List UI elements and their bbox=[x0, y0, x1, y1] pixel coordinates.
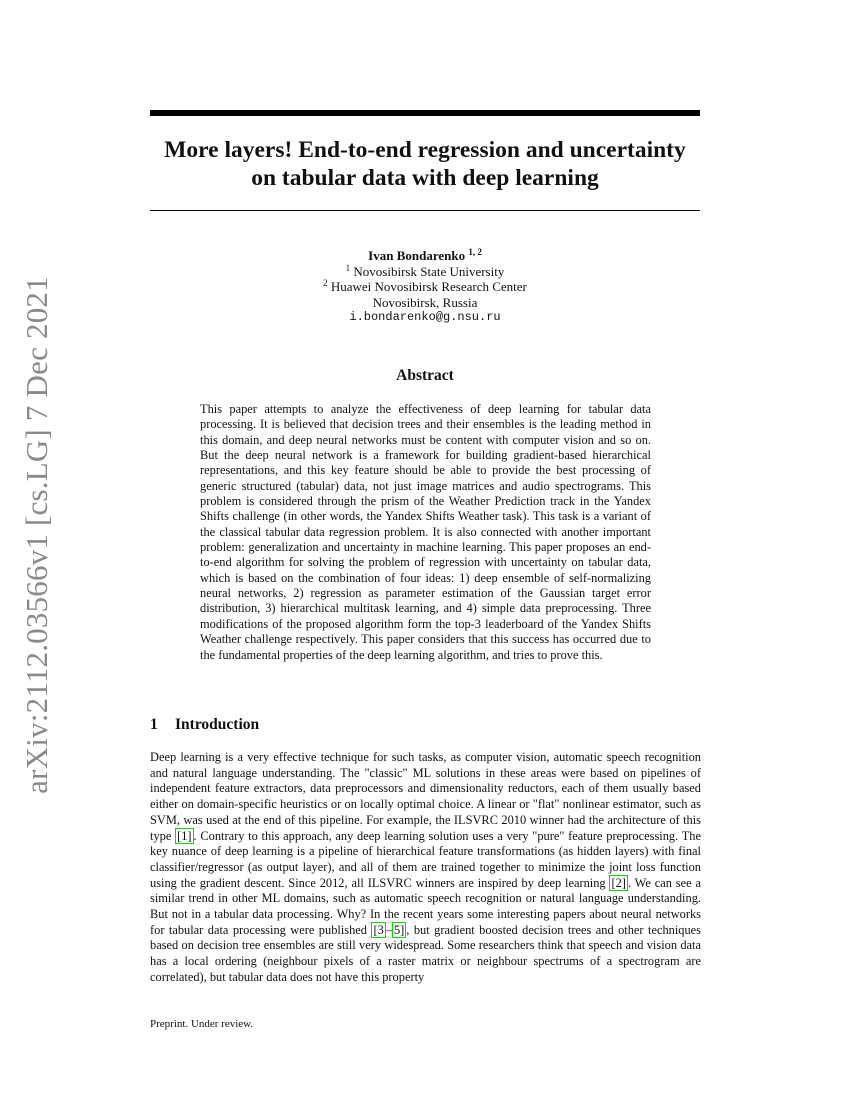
title-bottom-rule bbox=[150, 210, 700, 211]
affiliation-1-mark: 1 bbox=[345, 262, 351, 273]
citation-link-2[interactable]: [2] bbox=[611, 875, 626, 890]
author-affiliation-marks: 1, 2 bbox=[468, 247, 482, 257]
paper-title-line-2: on tabular data with deep learning bbox=[251, 165, 599, 191]
author-block bbox=[150, 248, 700, 326]
title-top-rule bbox=[150, 110, 700, 116]
paper-title bbox=[150, 136, 700, 192]
citation-link-1[interactable]: [1] bbox=[177, 828, 192, 843]
author-line bbox=[150, 248, 700, 264]
arxiv-identifier-text: arXiv:2112.03566v1 [cs.LG] 7 Dec 2021 bbox=[19, 276, 54, 794]
intro-text-part-1: Deep learning is a very effective technique for such tasks, as computer vision, automatic speech recognition and natural language understanding. The "classic" ML solutions in these areas were based on pipelines of independent feature extractors, data preprocessors and dimensionality reductors, each of them usually based either on domain-specific heuristics or on locally optimal choice. A linear or "flat" nonlinear estimator, such as SVM, was used at the end of this pipeline. For example, the ILSVRC 2010 winner had the architecture of this type bbox=[150, 750, 701, 843]
affiliation-2 bbox=[150, 279, 700, 295]
citation-link-5[interactable]: 5] bbox=[393, 922, 405, 937]
introduction-paragraph bbox=[150, 750, 701, 986]
abstract-text: This paper attempts to analyze the effectiveness of deep learning for tabular data processing. It is believed that decision trees and their ensembles is the leading method in this domain, and deep neural networks must be content with computer vision and so on. But the deep neural network is a framework for building gradient-based hierarchical representations, and this key feature should be able to provide the best processing of generic structured (tabular) data, not just image matrices and audio spectrograms. This problem is considered through the prism of the Weather Prediction track in the Yandex Shifts challenge (in other words, the Yandex Shifts Weather task). This task is a variant of the classical tabular data regression problem. It is also connected with another important problem: generalization and uncertainty in machine learning. This paper proposes an end-to-end algorithm for solving the problem of regression with uncertainty on tabular data, which is based on the combination of four ideas: 1) deep ensemble of self-normalizing neural networks, 2) regression as parameter estimation of the Gaussian target error distribution, 3) hierarchical multitask learning, and 4) simple data preprocessing. Three modifications of the proposed algorithm form the top-3 leaderboard of the Yandex Shifts Weather challenge respectively. This paper considers that this success has occurred due to the fundamental properties of the deep learning algorithm, and tries to prove this. bbox=[200, 402, 651, 662]
intro-text-part-2: . Contrary to this approach, any deep learning solution uses a very "pure" feature preprocessing. The key nuance of deep learning is a pipeline of hierarchical feature transformations (as hidden layers) with final classifier/regressor (as output layer), and all of them are trained together to minimize the joint loss function using the gradient descent. Since 2012, all ILSVRC winners are inspired by deep learning bbox=[150, 828, 701, 890]
author-name: Ivan Bondarenko bbox=[368, 248, 466, 263]
author-location: Novosibirsk, Russia bbox=[372, 294, 478, 310]
citation-range-separator: – bbox=[385, 922, 392, 937]
section-number: 1 bbox=[150, 716, 158, 733]
citation-link-3[interactable]: [3 bbox=[373, 922, 384, 937]
affiliation-1-text: Novosibirsk State University bbox=[353, 263, 505, 279]
author-email[interactable]: i.bondarenko@g.nsu.ru bbox=[349, 310, 501, 325]
affiliation-1 bbox=[150, 264, 700, 280]
affiliation-2-mark: 2 bbox=[323, 278, 328, 289]
intro-text-part-3: . We can see a similar trend in other ML domains, such as automatic speech recognition or natural language understanding. But not in a tabular data processing. Why? In the recent years some interesting papers about neural networks for tabular data processing were published bbox=[150, 875, 701, 937]
affiliation-2-text: Huawei Novosibirsk Research Center bbox=[330, 279, 527, 295]
preprint-footer: Preprint. Under review. bbox=[150, 1018, 254, 1030]
section-title: Introduction bbox=[175, 716, 260, 733]
abstract-heading: Abstract bbox=[396, 367, 454, 384]
paper-title-line-1: More layers! End-to-end regression and uncertainty bbox=[164, 137, 686, 163]
section-heading-introduction bbox=[150, 716, 700, 734]
intro-text-part-4: , but gradient boosted decision trees and other techniques based on decision tree ensembles are still very widespread. Some researchers think that speech and vision data has a local ordering (neighbour pixels of a raster matrix or neighbour spectrums of a spectrogram are correlated), but tabular data does not have this property bbox=[150, 922, 701, 984]
